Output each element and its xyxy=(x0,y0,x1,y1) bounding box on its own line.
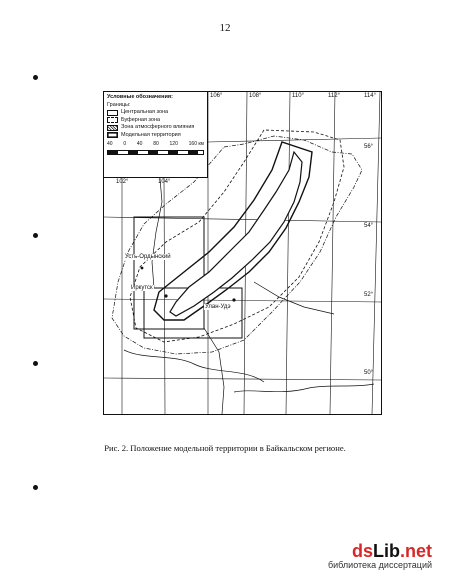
watermark-subtitle: библиотека диссертаций xyxy=(327,560,432,570)
margin-bullet xyxy=(33,361,38,366)
latitude-label: 52° xyxy=(364,292,374,298)
legend-swatch-icon xyxy=(107,125,118,131)
longitude-label: 108° xyxy=(249,93,262,99)
legend-title: Условные обозначения: xyxy=(107,94,173,100)
longitude-label: 106° xyxy=(210,93,223,99)
longitude-label: 112° xyxy=(328,93,340,99)
scale-tick: 80 xyxy=(153,141,159,147)
logo-main: Lib xyxy=(372,541,400,561)
latitude-label: 54° xyxy=(364,223,374,229)
legend-row-model xyxy=(107,132,204,140)
margin-bullet xyxy=(33,233,38,238)
scale-tick: 160 км xyxy=(188,141,204,147)
margin-bullet xyxy=(33,75,38,80)
legend-row-atmospheric xyxy=(107,124,204,132)
scale-tick: 0 xyxy=(123,141,127,147)
legend-subtitle: Границы: xyxy=(107,101,131,108)
figure-caption: Рис. 2. Положение модельной территории в Байкальском регионе. xyxy=(104,443,346,453)
latitude-label: 50° xyxy=(364,370,374,376)
legend-label: Буферная зона xyxy=(121,116,161,123)
scale-bar xyxy=(107,150,204,155)
legend-label: Модельная территория xyxy=(121,131,181,138)
watermark xyxy=(328,541,432,570)
legend-row-central xyxy=(107,109,204,117)
scale-labels xyxy=(107,141,204,149)
longitude-label: 110° xyxy=(292,93,304,99)
scale-tick: 120 xyxy=(169,141,178,147)
legend-row-buffer xyxy=(107,117,204,125)
city-label: Иркутск xyxy=(131,285,153,291)
latitude-label: 56° xyxy=(364,144,374,150)
margin-bullet xyxy=(33,485,38,490)
page-number: 12 xyxy=(219,22,231,34)
legend-swatch-icon xyxy=(107,117,118,123)
longitude-label: 102° xyxy=(116,179,129,185)
logo-suffix: .net xyxy=(399,541,432,561)
legend-swatch-icon xyxy=(107,132,118,138)
watermark-logo xyxy=(328,541,432,562)
legend-label: Центральная зона xyxy=(121,109,169,115)
legend-label: Зона атмосферного влияния xyxy=(121,124,195,130)
map-legend xyxy=(104,92,208,178)
city-label: Улан-Удэ xyxy=(205,304,231,310)
city-label: Усть-Ордынский xyxy=(125,254,171,260)
map-figure xyxy=(103,91,382,415)
logo-prefix: ds xyxy=(351,541,373,561)
scale-tick: 40 xyxy=(107,141,113,147)
scale-tick: 40 xyxy=(136,141,143,147)
longitude-label: 104° xyxy=(158,179,171,185)
longitude-label: 114° xyxy=(364,93,376,99)
legend-swatch-icon xyxy=(107,110,118,116)
